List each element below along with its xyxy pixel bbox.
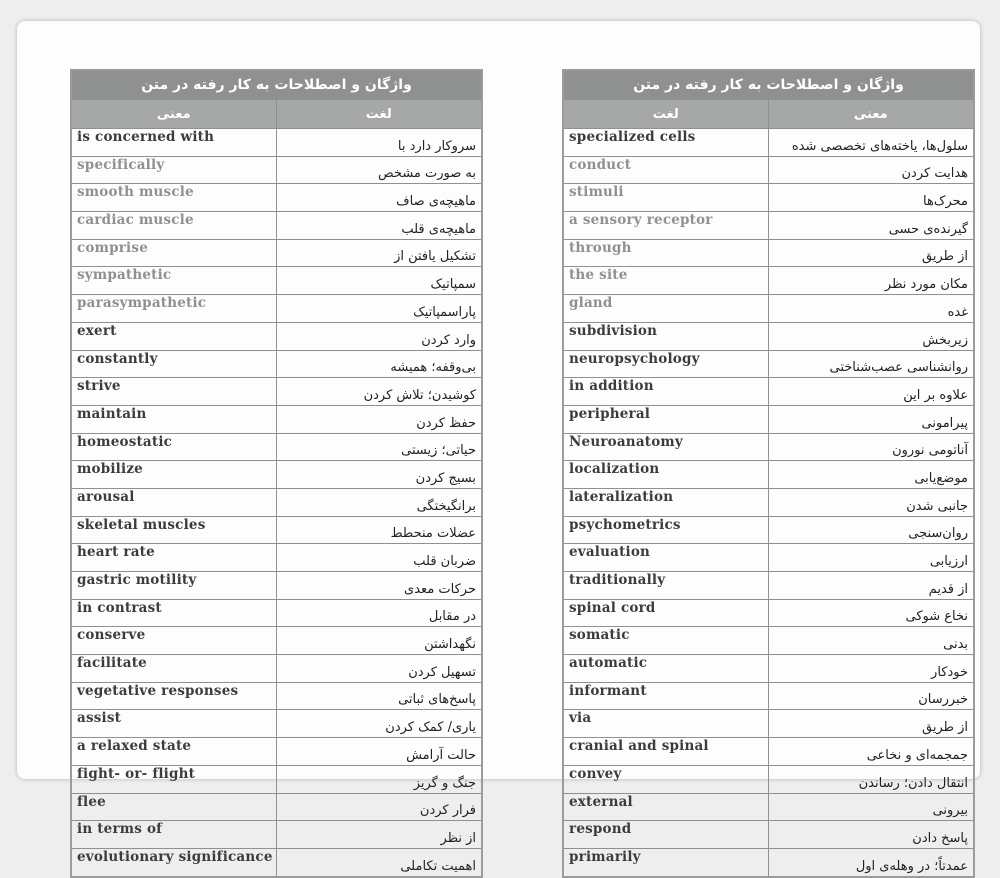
table-row <box>563 793 974 821</box>
table-row <box>563 738 974 766</box>
table-row <box>563 461 974 489</box>
vocab-meaning: خودکار <box>768 655 974 683</box>
table-title: واژگان و اصطلاحات به کار رفته در متن <box>563 70 974 100</box>
table-row <box>563 627 974 655</box>
vocab-meaning: حالت آرامش <box>276 738 482 766</box>
table-row <box>563 682 974 710</box>
table-row <box>563 405 974 433</box>
table-row <box>563 295 974 323</box>
table-row <box>563 710 974 738</box>
table-row <box>71 322 482 350</box>
vocab-word: a sensory receptor <box>563 212 768 240</box>
vocab-word: specialized cells <box>563 129 768 157</box>
book-spread <box>17 21 980 874</box>
vocab-word: fight- or- flight <box>71 765 276 793</box>
vocab-meaning: تسهیل کردن <box>276 655 482 683</box>
vocab-word: homeostatic <box>71 433 276 461</box>
vocab-meaning: حرکات معدی <box>276 572 482 600</box>
table-row <box>563 655 974 683</box>
vocab-word: constantly <box>71 350 276 378</box>
vocabulary-table-right <box>562 69 975 878</box>
vocab-word: through <box>563 239 768 267</box>
vocab-meaning: در مقابل <box>276 599 482 627</box>
vocab-meaning: از نظر <box>276 821 482 849</box>
vocab-word: vegetative responses <box>71 682 276 710</box>
vocab-meaning: زیربخش <box>768 322 974 350</box>
table-row <box>563 156 974 184</box>
table-row <box>563 267 974 295</box>
table-row <box>71 765 482 793</box>
vocab-meaning: به صورت مشخص <box>276 156 482 184</box>
vocab-word: spinal cord <box>563 599 768 627</box>
vocab-word: comprise <box>71 239 276 267</box>
vocab-meaning: پاراسمپاتیک <box>276 295 482 323</box>
vocab-word: localization <box>563 461 768 489</box>
vocab-word: specifically <box>71 156 276 184</box>
vocab-word: in terms of <box>71 821 276 849</box>
vocab-word: arousal <box>71 488 276 516</box>
table-row <box>71 682 482 710</box>
vocab-word: respond <box>563 821 768 849</box>
table-row <box>71 572 482 600</box>
vocab-meaning: سروکار دارد با <box>276 129 482 157</box>
table-row <box>71 239 482 267</box>
table-row <box>563 848 974 876</box>
table-row <box>71 212 482 240</box>
table-row <box>71 793 482 821</box>
table-row <box>563 239 974 267</box>
vocab-meaning: ارزیابی <box>768 544 974 572</box>
table-row <box>71 350 482 378</box>
table-row <box>563 350 974 378</box>
vocab-word: sympathetic <box>71 267 276 295</box>
vocab-word: in addition <box>563 378 768 406</box>
table-row <box>563 765 974 793</box>
vocab-meaning: سمپاتیک <box>276 267 482 295</box>
vocab-meaning: موضع‌یابی <box>768 461 974 489</box>
vocab-meaning: نگهداشتن <box>276 627 482 655</box>
vocab-word: stimuli <box>563 184 768 212</box>
vocab-word: somatic <box>563 627 768 655</box>
vocab-meaning: عمدتاً؛ در وهله‌ی اول <box>768 848 974 876</box>
table-row <box>71 129 482 157</box>
vocab-meaning: از طریق <box>768 239 974 267</box>
table-row <box>71 848 482 876</box>
table-row <box>563 184 974 212</box>
vocab-word: traditionally <box>563 572 768 600</box>
table-row <box>563 433 974 461</box>
vocab-meaning: حفظ کردن <box>276 405 482 433</box>
vocab-meaning: اهمیت تکاملی <box>276 848 482 876</box>
table-row <box>71 461 482 489</box>
vocab-meaning: هدایت کردن <box>768 156 974 184</box>
vocab-word: assist <box>71 710 276 738</box>
table-row <box>563 599 974 627</box>
table-row <box>71 433 482 461</box>
vocab-word: conduct <box>563 156 768 184</box>
vocab-meaning: ماهیچه‌ی صاف <box>276 184 482 212</box>
vocab-meaning: بی‌وقفه؛ همیشه <box>276 350 482 378</box>
table-body <box>563 129 974 877</box>
vocab-meaning: برانگیختگی <box>276 488 482 516</box>
table-row <box>71 544 482 572</box>
table-row <box>563 544 974 572</box>
table-title: واژگان و اصطلاحات به کار رفته در متن <box>71 70 482 100</box>
table-row <box>71 516 482 544</box>
table-row <box>563 516 974 544</box>
vocab-meaning: تشکیل یافتن از <box>276 239 482 267</box>
vocab-meaning: کوشیدن؛ تلاش کردن <box>276 378 482 406</box>
vocab-meaning: یاری/ کمک کردن <box>276 710 482 738</box>
vocab-word: cardiac muscle <box>71 212 276 240</box>
table-row <box>71 378 482 406</box>
vocab-word: maintain <box>71 405 276 433</box>
vocab-word: facilitate <box>71 655 276 683</box>
vocab-word: exert <box>71 322 276 350</box>
vocab-word: external <box>563 793 768 821</box>
vocab-word: cranial and spinal <box>563 738 768 766</box>
vocab-word: peripheral <box>563 405 768 433</box>
vocab-word: gland <box>563 295 768 323</box>
vocab-word: skeletal muscles <box>71 516 276 544</box>
vocab-meaning: از قدیم <box>768 572 974 600</box>
vocab-meaning: از طریق <box>768 710 974 738</box>
column-header-word: لغت <box>276 100 482 129</box>
vocab-meaning: بسیج کردن <box>276 461 482 489</box>
vocab-word: flee <box>71 793 276 821</box>
vocabulary-table-left <box>70 69 483 878</box>
vocab-meaning: جمجمه‌ای و نخاعی <box>768 738 974 766</box>
vocab-meaning: پیرامونی <box>768 405 974 433</box>
vocab-word: smooth muscle <box>71 184 276 212</box>
vocab-meaning: آناتومی نورون <box>768 433 974 461</box>
table-row <box>563 572 974 600</box>
table-row <box>71 738 482 766</box>
vocab-meaning: مکان مورد نظر <box>768 267 974 295</box>
vocab-meaning: جانبی شدن <box>768 488 974 516</box>
vocab-word: convey <box>563 765 768 793</box>
vocab-word: primarily <box>563 848 768 876</box>
vocab-meaning: خبررسان <box>768 682 974 710</box>
vocab-word: mobilize <box>71 461 276 489</box>
table-row <box>71 627 482 655</box>
table-row <box>71 655 482 683</box>
table-row <box>563 212 974 240</box>
vocab-word: evaluation <box>563 544 768 572</box>
vocab-meaning: فرار کردن <box>276 793 482 821</box>
table-row <box>71 710 482 738</box>
vocab-word: psychometrics <box>563 516 768 544</box>
vocab-word: neuropsychology <box>563 350 768 378</box>
column-header-word: لغت <box>563 100 768 129</box>
vocab-meaning: وارد کردن <box>276 322 482 350</box>
table-row <box>563 378 974 406</box>
vocab-meaning: روان‌سنجی <box>768 516 974 544</box>
vocab-meaning: غده <box>768 295 974 323</box>
vocab-word: gastric motility <box>71 572 276 600</box>
vocab-meaning: بیرونی <box>768 793 974 821</box>
table-row <box>71 488 482 516</box>
vocab-meaning: نخاع شوکی <box>768 599 974 627</box>
vocab-word: Neuroanatomy <box>563 433 768 461</box>
vocab-meaning: ماهیچه‌ی قلب <box>276 212 482 240</box>
vocab-meaning: پاسخ دادن <box>768 821 974 849</box>
vocab-word: lateralization <box>563 488 768 516</box>
vocab-word: a relaxed state <box>71 738 276 766</box>
column-header-meaning: معنی <box>768 100 974 129</box>
vocab-word: informant <box>563 682 768 710</box>
vocab-word: conserve <box>71 627 276 655</box>
vocab-word: parasympathetic <box>71 295 276 323</box>
vocab-meaning: سلول‌ها، یاخته‌های تخصصی شده <box>768 129 974 157</box>
vocab-meaning: بدنی <box>768 627 974 655</box>
vocab-word: via <box>563 710 768 738</box>
table-row <box>71 267 482 295</box>
column-header-meaning: معنی <box>71 100 276 129</box>
vocab-meaning: ضربان قلب <box>276 544 482 572</box>
table-row <box>71 184 482 212</box>
table-row <box>71 405 482 433</box>
table-row <box>563 129 974 157</box>
vocab-meaning: پاسخ‌های ثباتی <box>276 682 482 710</box>
vocab-word: is concerned with <box>71 129 276 157</box>
vocab-meaning: محرک‌ها <box>768 184 974 212</box>
vocab-meaning: علاوه بر این <box>768 378 974 406</box>
table-row <box>563 821 974 849</box>
vocab-word: evolutionary significance <box>71 848 276 876</box>
vocab-word: subdivision <box>563 322 768 350</box>
vocab-meaning: جنگ و گریز <box>276 765 482 793</box>
vocab-meaning: گیرنده‌ی حسی <box>768 212 974 240</box>
vocab-word: strive <box>71 378 276 406</box>
table-row <box>71 295 482 323</box>
table-row <box>71 156 482 184</box>
table-body <box>71 129 482 877</box>
vocab-meaning: عضلات منحطط <box>276 516 482 544</box>
vocab-word: in contrast <box>71 599 276 627</box>
vocab-word: the site <box>563 267 768 295</box>
table-row <box>71 599 482 627</box>
vocab-word: automatic <box>563 655 768 683</box>
vocab-word: heart rate <box>71 544 276 572</box>
table-row <box>563 488 974 516</box>
vocab-meaning: حیاتی؛ زیستی <box>276 433 482 461</box>
vocab-meaning: روانشناسی عصب‌شناختی <box>768 350 974 378</box>
table-row <box>71 821 482 849</box>
vocab-meaning: انتقال دادن؛ رساندن <box>768 765 974 793</box>
table-row <box>563 322 974 350</box>
